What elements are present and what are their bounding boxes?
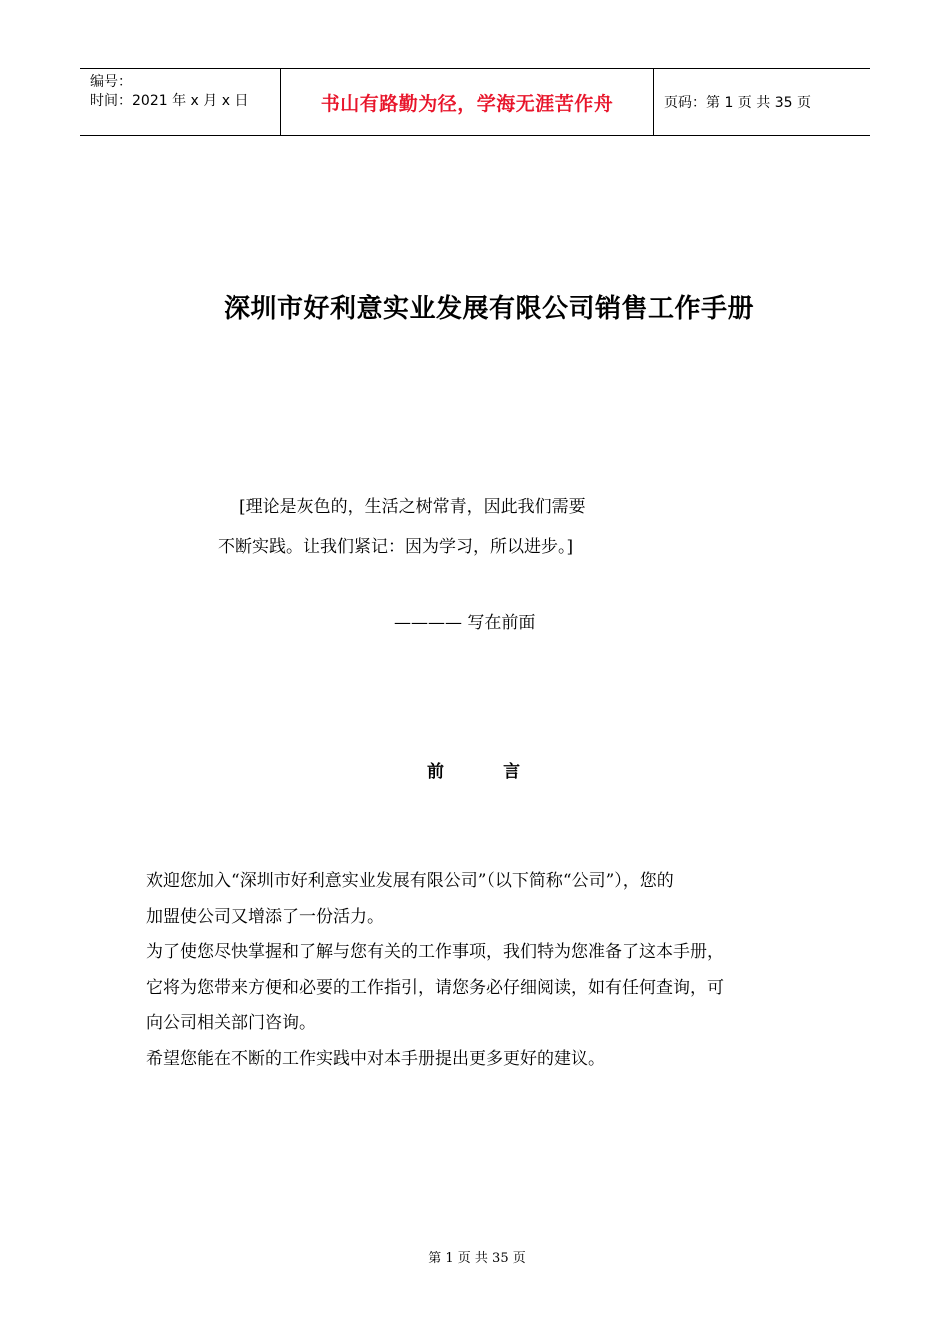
header-motto: 书山有路勤为径，学海无涯苦作舟 [320, 92, 614, 115]
preface-line: 为了使您尽快掌握和了解与您有关的工作事项，我们特为您准备了这本手册， [146, 942, 724, 962]
preface-heading: 前 言 [427, 762, 521, 782]
header-motto-cell [281, 69, 654, 135]
header-info-cell [80, 69, 281, 135]
preface-line: 向公司相关部门咨询。 [146, 1013, 316, 1033]
document-number-label: 编号： [90, 74, 132, 90]
document-time-label: 时间：2021 年 x 月 x 日 [90, 93, 249, 109]
preface-line: 它将为您带来方便和必要的工作指引，请您务必仔细阅读，如有任何查询，可 [146, 977, 724, 998]
preface-line: 希望您能在不断的工作实践中对本手册提出更多更好的建议。 [146, 1048, 605, 1069]
quote-line-1: [理论是灰色的，生活之树常青，因此我们需要 [239, 497, 586, 517]
preface-line: 欢迎您加入“深圳市好利意实业发展有限公司”（以下简称“公司”），您的 [146, 871, 674, 891]
document-title: 深圳市好利意实业发展有限公司销售工作手册 [223, 294, 754, 324]
page-footer: 第 1 页 共 35 页 [428, 1251, 526, 1266]
preface-line: 加盟使公司又增添了一份活力。 [146, 906, 384, 927]
header-table [80, 68, 870, 136]
preface-body [146, 864, 826, 1077]
quote-line-2: 不断实践。让我们紧记：因为学习，所以进步。] [218, 537, 574, 557]
header-page-label: 页码：第 1 页 共 35 页 [664, 95, 811, 111]
foreword-signature: ———— 写在前面 [394, 613, 536, 633]
header-page-cell [654, 69, 870, 135]
